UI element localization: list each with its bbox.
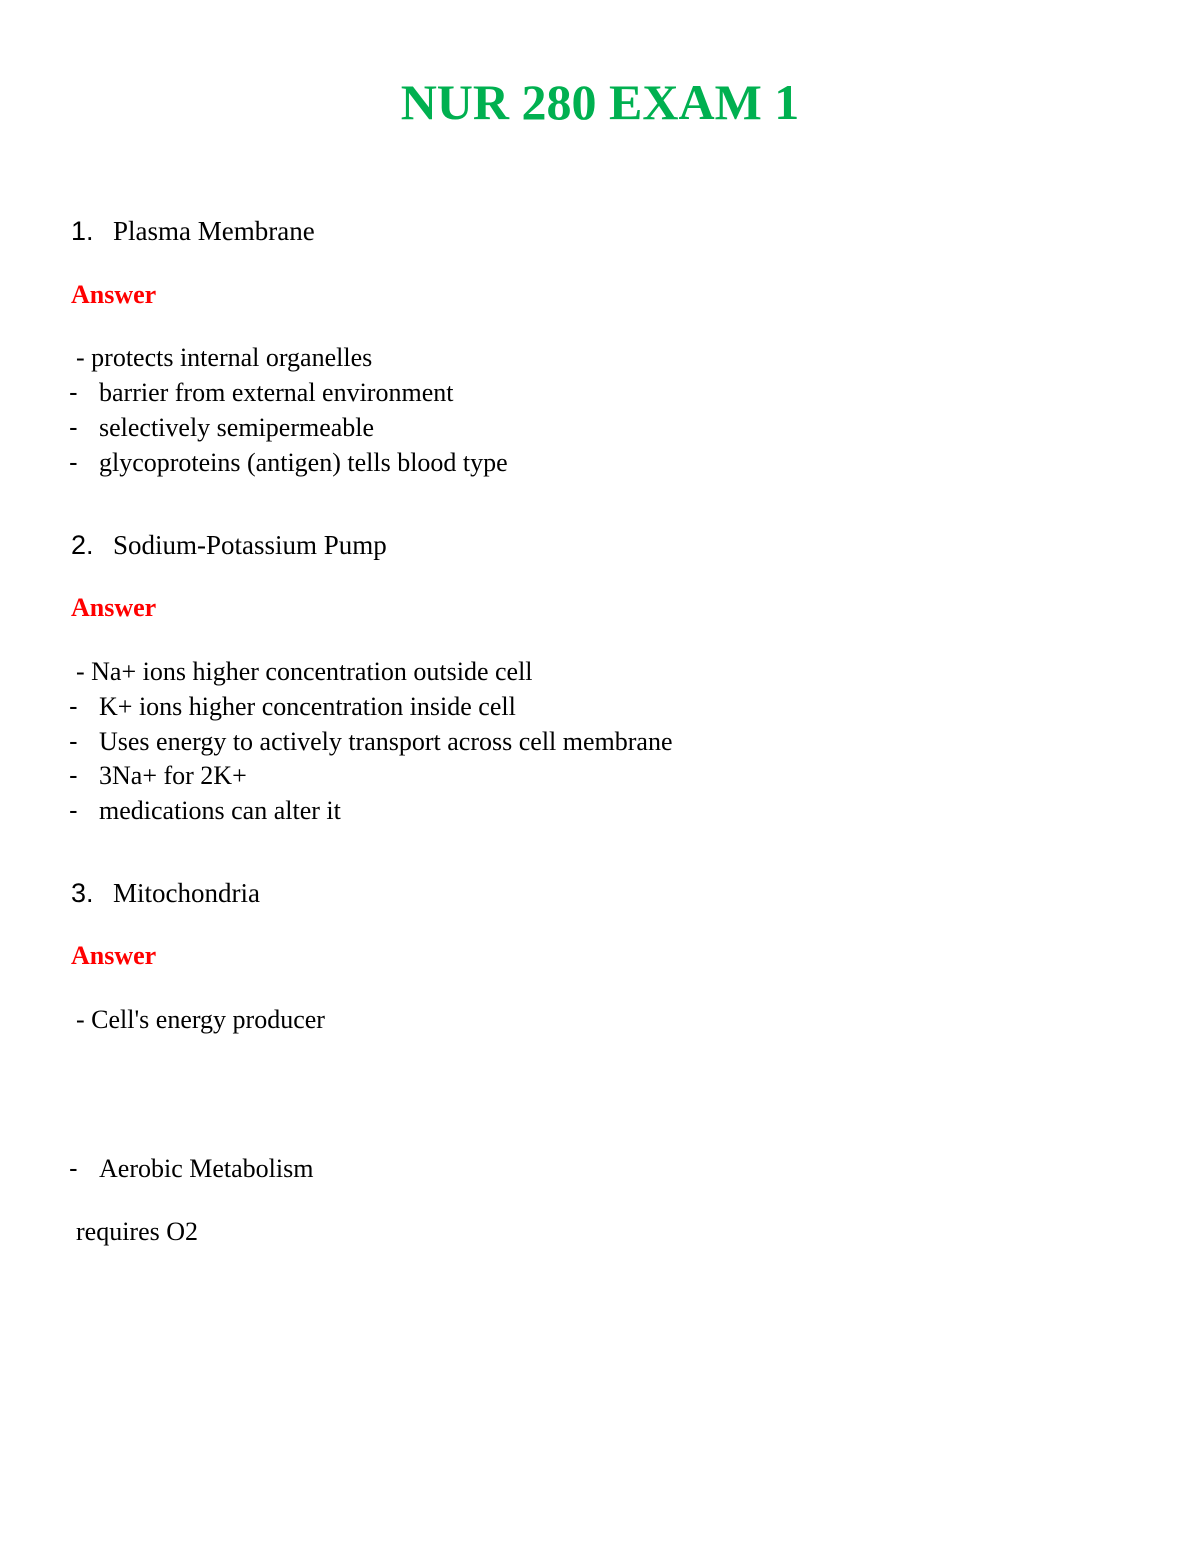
answer-line: requires O2 (76, 1217, 199, 1246)
question-text: Plasma Membrane (113, 216, 315, 246)
answer-label: Answer (71, 941, 157, 970)
dash-marker: - (69, 691, 78, 721)
bullet-text: Aerobic Metabolism (99, 1154, 314, 1183)
dash-marker: - (69, 377, 78, 407)
answer-bullet (69, 793, 341, 828)
answer-bullet (69, 445, 508, 480)
answer-bullet (69, 375, 453, 410)
question-2-heading (71, 528, 387, 562)
bullet-text: selectively semipermeable (99, 413, 375, 442)
question-number: 3. (71, 878, 94, 908)
dash-marker: - (69, 795, 78, 825)
answer-line: - protects internal organelles (76, 343, 373, 372)
answer-bullet (69, 410, 374, 445)
bullet-text: glycoproteins (antigen) tells blood type (99, 448, 508, 477)
answer-label: Answer (71, 280, 157, 309)
question-3-heading (71, 876, 260, 910)
bullet-text: 3Na+ for 2K+ (99, 761, 247, 790)
answer-bullet (69, 758, 247, 793)
bullet-text: Uses energy to actively transport across cell membrane (99, 727, 673, 756)
question-text: Sodium-Potassium Pump (113, 530, 387, 560)
answer-line: - Cell's energy producer (76, 1005, 325, 1034)
dash-marker: - (69, 1153, 78, 1183)
bullet-text: K+ ions higher concentration inside cell (99, 692, 516, 721)
bullet-text: barrier from external environment (99, 378, 454, 407)
answer-label: Answer (71, 593, 157, 622)
dash-marker: - (69, 447, 78, 477)
answer-bullet (69, 1151, 313, 1186)
dash-marker: - (69, 760, 78, 790)
answer-bullet (69, 724, 673, 759)
question-number: 1. (71, 216, 94, 246)
answer-bullet (69, 689, 516, 724)
question-text: Mitochondria (113, 878, 260, 908)
answer-line: - Na+ ions higher concentration outside cell (76, 657, 533, 686)
dash-marker: - (69, 726, 78, 756)
dash-marker: - (69, 412, 78, 442)
bullet-text: medications can alter it (99, 796, 341, 825)
question-1-heading (71, 214, 315, 248)
document-title: NUR 280 EXAM 1 (400, 74, 800, 130)
question-number: 2. (71, 530, 94, 560)
